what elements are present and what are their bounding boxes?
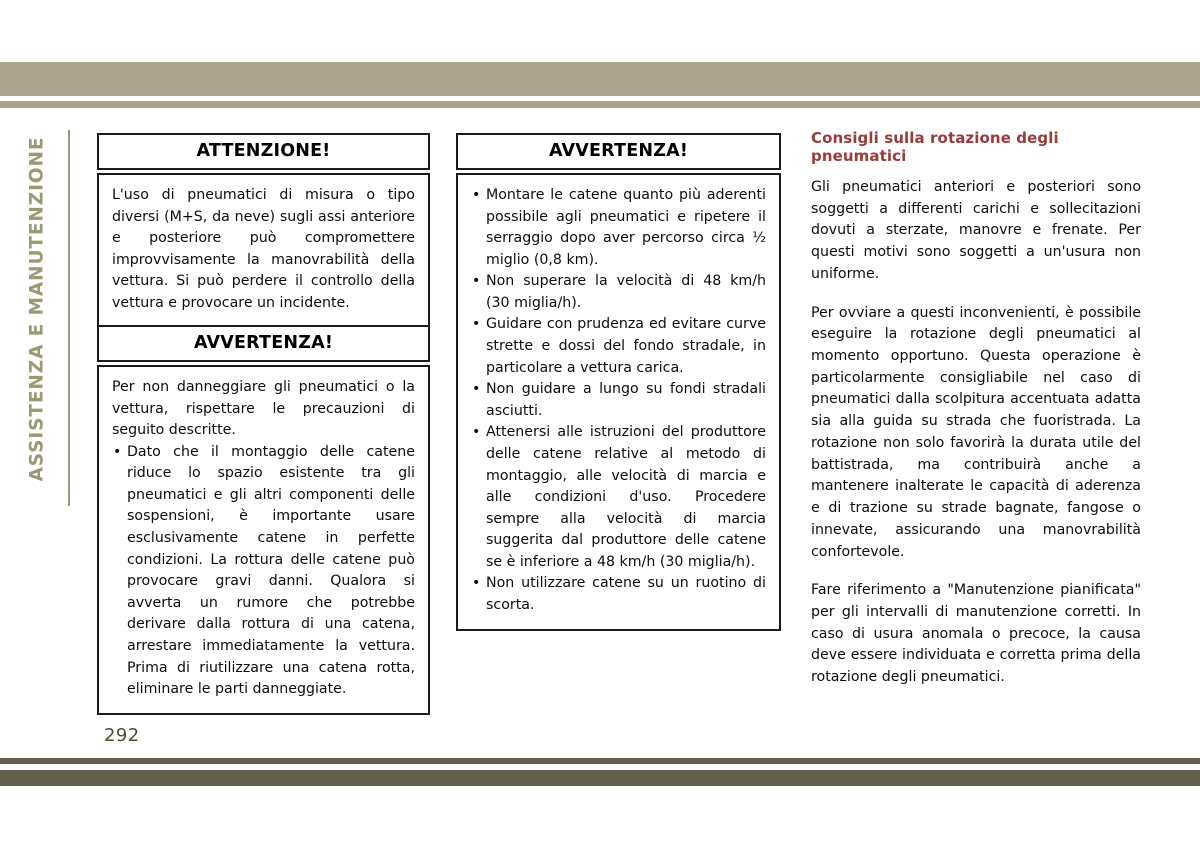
- list-item: • Attenersi alle istruzioni del produttore delle catene relative al metodo di montaggio, alle velocità di marcia e alle condizioni d'uso. Procedere sempre alla velocità di marcia suggerita dal produttore delle catene se è inferiore a 48 km/h (30 miglia/h).: [471, 422, 766, 573]
- avvertenza-left-box: [97, 325, 430, 715]
- chapter-tab: [0, 128, 74, 508]
- avvertenza-left-box-body: [97, 365, 430, 715]
- list-item: • Non guidare a lungo su fondi stradali asciutti.: [471, 379, 766, 422]
- section-heading: Consigli sulla rotazione degli pneumatici: [811, 129, 1059, 165]
- header-bar-thin: [0, 101, 1200, 108]
- avvertenza-left-intro: Per non danneggiare gli pneumatici o la vettura, rispettare le precauzioni di seguito descritte.: [112, 379, 415, 439]
- attenzione-box-body: [97, 173, 430, 328]
- body-paragraph: Per ovviare a questi inconvenienti, è possibile eseguire la rotazione degli pneumatici al momento opportuno. Questa operazione è particolarmente consigliabile nel caso di pneumatici dalla scolpitura accentuata adatta sia alla guida su strada che fuoristrada. La rotazione non solo favorirà la durata utile del battistrada, ma contribuirà anche a mantenere inalterate le capacità di aderenza e di trazione su strade bagnate, fangose o innevate, assicurando una manovrabilità confortevole.: [811, 304, 1141, 560]
- avvertenza-mid-list: [471, 185, 766, 617]
- avvertenza-left-box-title: AVVERTENZA!: [97, 325, 430, 362]
- right-text-column: [811, 129, 1141, 689]
- chapter-tab-label: ASSISTENZA E MANUTENZIONE: [26, 136, 48, 482]
- body-paragraph: Fare riferimento a "Manutenzione pianificata" per gli intervalli di manutenzione corretti. In caso di usura anomala o precoce, la causa deve essere individuata e corretta prima della rotazione degli pneumatici.: [811, 582, 1141, 686]
- attenzione-box-title: ATTENZIONE!: [97, 133, 430, 170]
- list-item: • Non utilizzare catene su un ruotino di scorta.: [471, 573, 766, 616]
- body-paragraph: Gli pneumatici anteriori e posteriori sono soggetti a differenti carichi e sollecitazioni dovuti a sterzate, manovre e frenate. Per questi motivi sono soggetti a un'usura non uniforme.: [811, 179, 1141, 282]
- page-number: 292: [104, 725, 140, 746]
- list-item: • Montare le catene quanto più aderenti possibile agli pneumatici e ripetere il serraggio dopo aver percorso circa ½ miglio (0,8 km).: [471, 185, 766, 271]
- avvertenza-mid-box-title: AVVERTENZA!: [456, 133, 781, 170]
- avvertenza-mid-box-body: [456, 173, 781, 631]
- attenzione-box: [97, 133, 430, 328]
- header-bar-thick: [0, 62, 1200, 96]
- list-item: • Guidare con prudenza ed evitare curve strette e dossi del fondo stradale, in particolare a vettura carica.: [471, 314, 766, 379]
- footer-bar-thin: [0, 758, 1200, 764]
- list-item: • Non superare la velocità di 48 km/h (30 miglia/h).: [471, 271, 766, 314]
- avvertenza-mid-box: [456, 133, 781, 631]
- attenzione-paragraph: L'uso di pneumatici di misura o tipo diversi (M+S, da neve) sugli assi anteriore e posteriore può compromettere improvvisamente la manovrabilità della vettura. Si può perdere il controllo della vettura e provocare un incidente.: [112, 187, 415, 311]
- footer-bar-thick: [0, 770, 1200, 786]
- avvertenza-left-list: [112, 442, 415, 701]
- list-item: • Dato che il montaggio delle catene riduce lo spazio esistente tra gli pneumatici e gli altri componenti delle sospensioni, è importante usare esclusivamente catene in perfette condizioni. La rottura delle catene può provocare gravi danni. Qualora si avverta un rumore che potrebbe derivare dalla rottura di una catena, arrestare immediatamente la vettura. Prima di riutilizzare una catena rotta, eliminare le parti danneggiate.: [112, 442, 415, 701]
- chapter-tab-rule: [68, 130, 70, 506]
